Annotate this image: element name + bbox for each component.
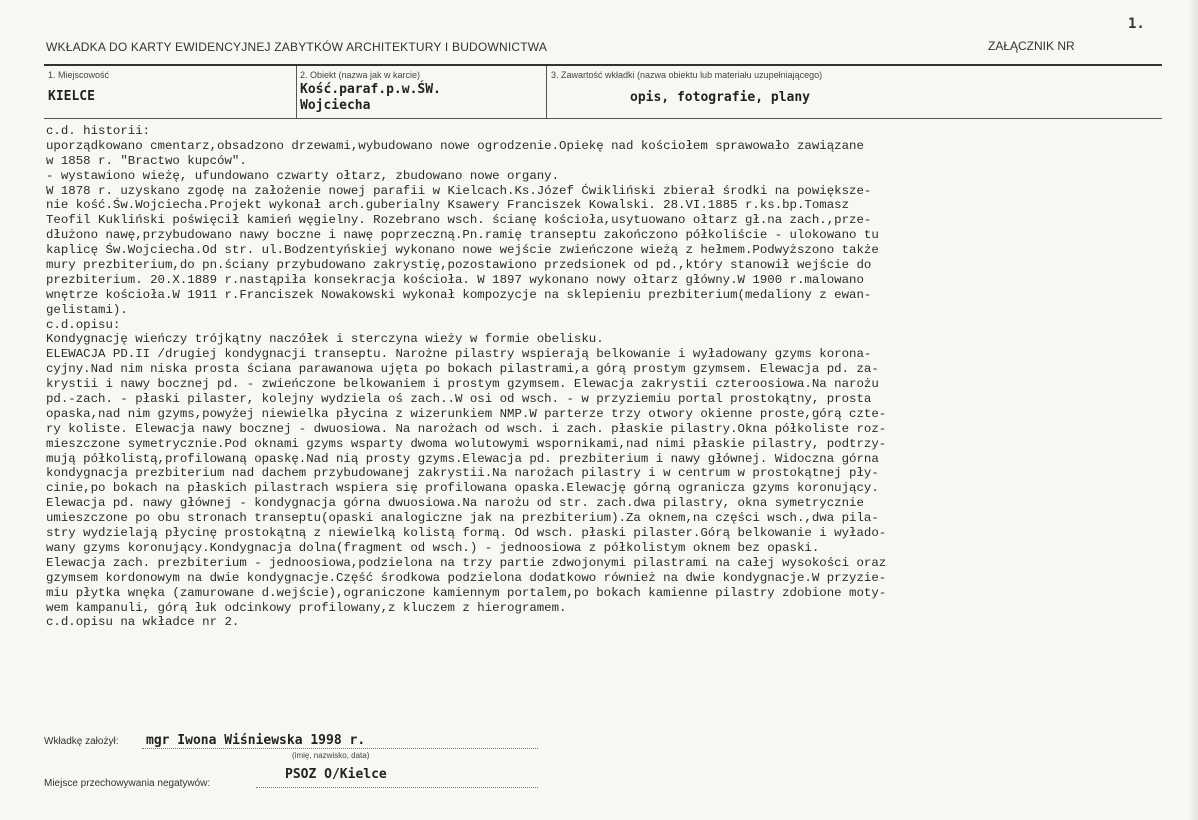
- text-line: pd.-zach. - płaski pilaster, kolejny wydziela oś zach..W osi od wsch. - w przyziemiu portal prostokątny, prosta: [46, 392, 872, 407]
- text-line: ELEWACJA PD.II /drugiej kondygnacji transeptu. Narożne pilastry wspierają belkowanie i wyładowany gzyms korona-: [46, 347, 872, 362]
- text-line: wem kampanuli, górą łuk odcinkowy profilowany,z kluczem z hierogramem.: [46, 600, 567, 615]
- storage-dotted-line: [256, 787, 538, 788]
- storage-label: Miejsce przechowywania negatywów:: [44, 778, 211, 789]
- text-line: - wystawiono wieżę, ufundowano czwarty ołtarz, zbudowano nowe organy.: [46, 168, 560, 183]
- text-line: Elewacja zach. prezbiterium - jednoosiowa,podzielona na trzy partie zdwojonymi pilastrami na całej wysokości oraz: [46, 555, 887, 570]
- text-line: c.d.opisu na wkładce nr 2.: [46, 615, 240, 630]
- text-line: kondygnacja prezbiterium nad dachem przybudowanej zakrystii.Na narożach pilastry i w centrum w prostokątnej pły-: [46, 466, 879, 481]
- text-line: cinie,po bokach na płaskich pilastrach wspiera się profilowana opaska.Elewację górną ogranicza gzyms koronujący.: [46, 481, 879, 496]
- attachment-label: ZAŁĄCZNIK NR: [988, 39, 1075, 53]
- text-line: mieszczone symetrycznie.Pod oknami gzyms wsparty dwoma wolutowymi wspornikami,nad nimi płaskie pilastry, podtrzy-: [46, 436, 887, 451]
- text-line: c.d. historii:: [46, 124, 151, 138]
- content-value: opis, fotografie, plany: [630, 90, 811, 105]
- description-body: [46, 124, 1156, 630]
- object-value-line2: Wojciecha: [300, 98, 371, 113]
- founder-label: Wkładkę założył:: [44, 736, 119, 747]
- text-line: cyjny.Nad nim niska prosta ściana parawanowa ujęta po bokach pilastrami,a górą prostym gzymsem. Elewacja pd. za-: [46, 362, 879, 377]
- text-line: Teofil Kukliński poświęcił kamień węgielny. Rozebrano wsch. ścianę kościoła,usytuowano ołtarz gł.na zach.,prze-: [46, 213, 872, 228]
- header-top-rule: [44, 64, 1162, 66]
- text-line: mury prezbiterium,do pn.ściany przybudowano zakrystię,pozostawiono przedsionek od pd.,który stanowił wejście do: [46, 258, 872, 273]
- text-line: ry koliste. Elewacja nawy bocznej - dwuosiowa. Na narożach od wsch. i zach. płaskie pilastry.Okna półkoliste roz-: [46, 421, 887, 436]
- text-line: c.d.opisu:: [46, 317, 121, 332]
- content-label: 3. Zawartość wkładki (nazwa obiektu lub materiału uzupełniającego): [551, 70, 823, 80]
- text-line: wnętrze kościoła.W 1911 r.Franciszek Nowakowski wykonał kompozycje na sklepieniu prezbiterium(medaliony z ewan-: [46, 287, 872, 302]
- text-line: W 1878 r. uzyskano zgodę na założenie nowej parafii w Kielcach.Ks.Józef Ćwikliński zbierał środki na powiększe-: [46, 183, 872, 198]
- locality-label: 1. Miejscowość: [48, 70, 110, 80]
- text-line: kaplicę Św.Wojciecha.Od str. ul.Bodzentyńskiej wykonano nowe wejście zwieńczone wieżą z hełmem.Podwyższono także: [46, 243, 879, 258]
- founder-value: mgr Iwona Wiśniewska 1998 r.: [146, 733, 366, 748]
- locality-value: KIELCE: [48, 89, 95, 104]
- object-label: 2. Obiekt (nazwa jak w karcie): [300, 70, 421, 80]
- page-edge-shadow: [1188, 0, 1198, 820]
- text-line: opaska,nad nim gzyms,powyżej niewielka płycina z wizerunkiem NMP.W parterze trzy otwory okienne proste,górą czte-: [46, 406, 887, 421]
- page-number: 1.: [1128, 16, 1145, 32]
- founder-sublabel: (imię, nazwisko, data): [292, 751, 370, 760]
- text-line: uporządkowano cmentarz,obsadzono drzewami,wybudowano nowe ogrodzenie.Opiekę nad kościołem sprawowało zawiązane: [46, 138, 864, 153]
- text-line: prezbiterium. 20.X.1889 r.nastąpiła konsekracja kościoła. W 1897 wykonano nowy ołtarz główny.W 1900 r.malowano: [46, 272, 864, 287]
- text-line: miu płytka wnęka (zamurowane d.wejście),ograniczone kamiennym portalem,po bokach kamienne pilastry zdobione moty-: [46, 585, 887, 600]
- founder-dotted-line: [142, 748, 538, 749]
- header-bottom-rule: [44, 118, 1162, 119]
- form-title: WKŁADKA DO KARTY EWIDENCYJNEJ ZABYTKÓW ARCHITEKTURY I BUDOWNICTWA: [46, 40, 548, 54]
- storage-value: PSOZ O/Kielce: [285, 767, 387, 782]
- text-line: stry wydzielają płycinę prostokątną z niewielką kolistą formą. Od wsch. płaski pilaster.Górą belkowanie i wyłado-: [46, 526, 887, 541]
- text-line: krystii i nawy bocznej pd. - zwieńczone belkowaniem i prostym gzymsem. Elewacja zakrystii czteroosiowa.Na narożu: [46, 377, 879, 392]
- text-line: gelistami).: [46, 302, 128, 317]
- text-line: Kondygnację wieńczy trójkątny naczółek i sterczyna wieży w formie obelisku.: [46, 332, 604, 347]
- text-line: dłużono nawę,przybudowano nawy boczne i nawę poprzeczną.Pn.ramię transeptu zakończono półkoliście - ulokowano tu: [46, 228, 879, 243]
- text-line: gzymsem kordonowym na dwie kondygnacje.Część środkowa podzielona dodatkowo również na dwie kondygnacje.W przyzie-: [46, 570, 887, 585]
- text-line: mują półkolistą,profilowaną opaskę.Nad nią prosty gzyms.Elewacja pd. prezbiterium i nawy głównej. Widoczna górna: [46, 451, 879, 466]
- column-separator: [296, 66, 297, 118]
- text-line: w 1858 r. "Bractwo kupców".: [46, 153, 247, 168]
- column-separator: [546, 66, 547, 118]
- object-value-line1: Kość.paraf.p.w.ŚW.: [300, 82, 441, 97]
- text-line: nie kość.Św.Wojciecha.Projekt wykonał arch.guberialny Ksawery Franciszek Kowalski. 28.VI.1885 r.ks.bp.Tomasz: [46, 198, 850, 213]
- text-line: wany gzyms koronujący.Kondygnacja dolna(fragment od wsch.) - jednoosiowa z półkolistym oknem bez opaski.: [46, 540, 820, 555]
- text-line: Elewacja pd. nawy głównej - kondygnacja górna dwuosiowa.Na narożu od str. zach.dwa pilastry, okna symetrycznie: [46, 496, 864, 511]
- text-line: umieszczone po obu stronach transeptu(opaski analogiczne jak na prezbiterium).Za oknem,na części wsch.,dwa pila-: [46, 511, 879, 526]
